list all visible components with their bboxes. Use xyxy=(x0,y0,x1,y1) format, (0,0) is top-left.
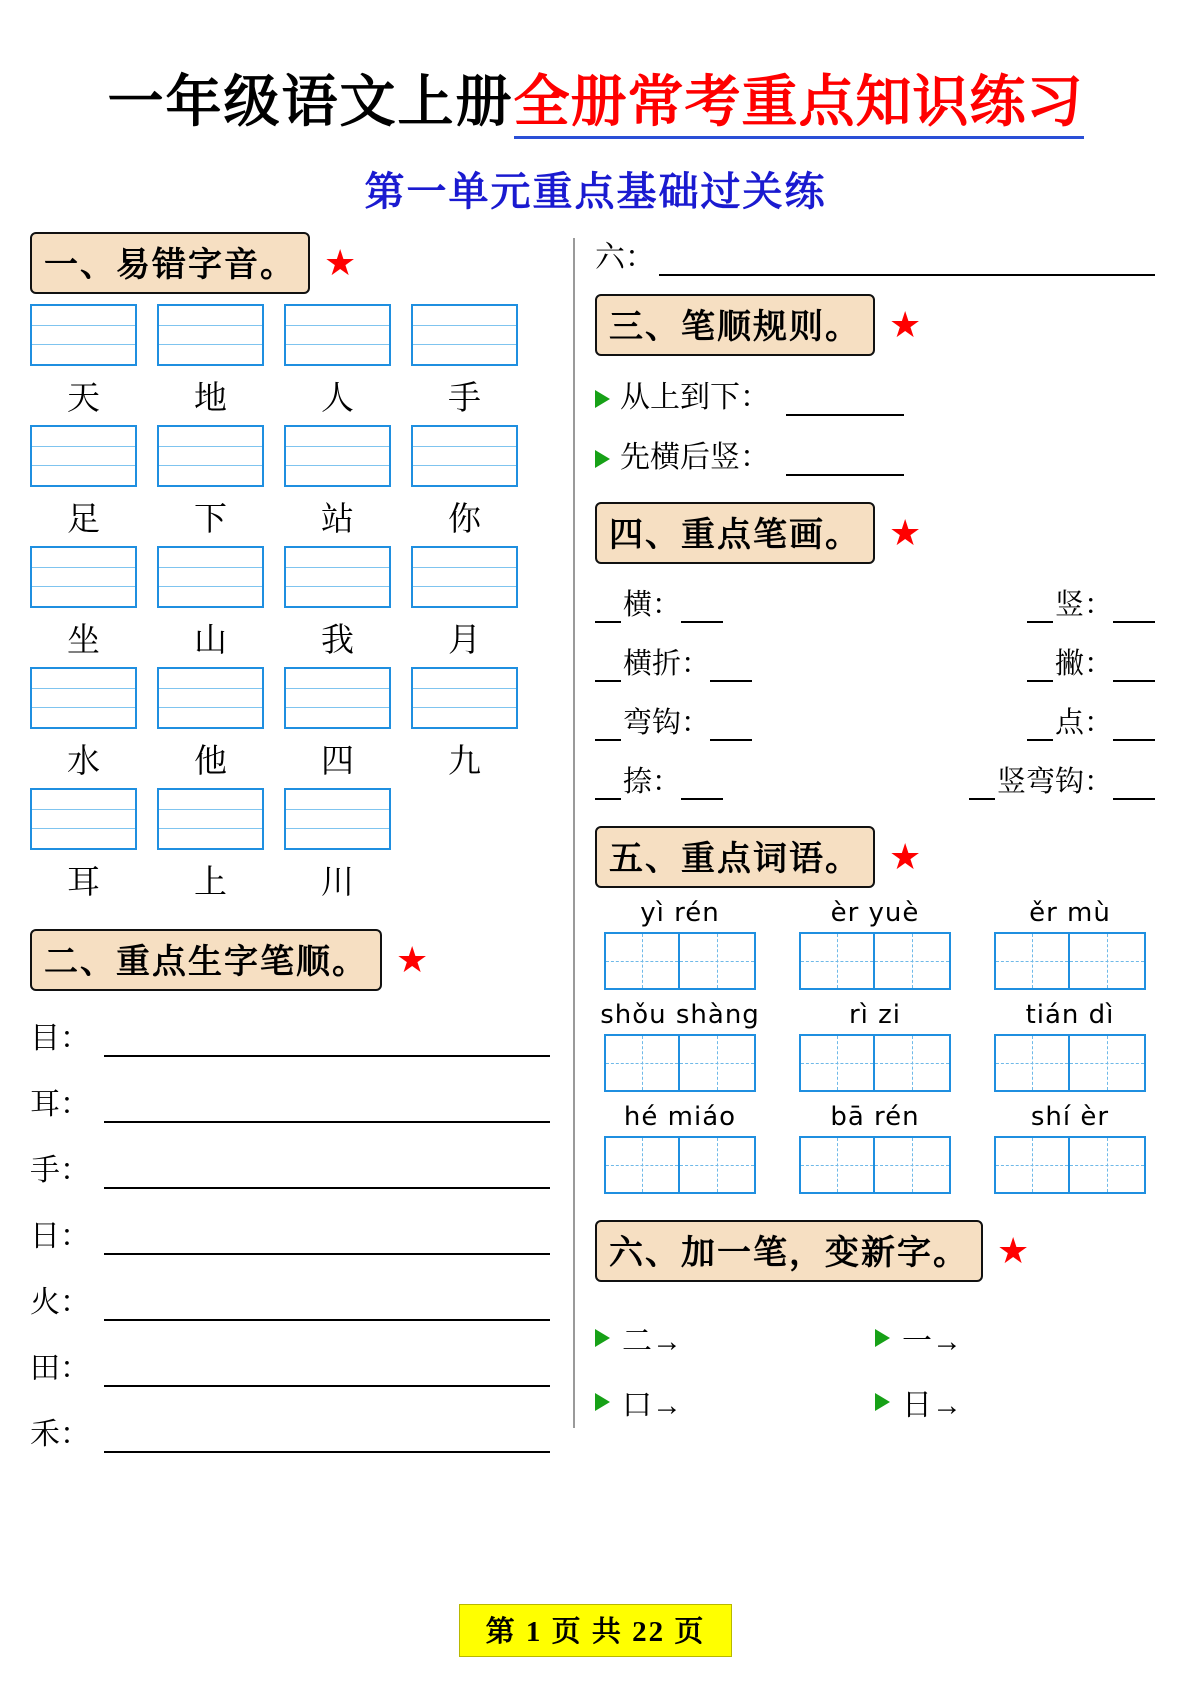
character-cell: 坐 xyxy=(67,623,100,659)
item-label: 二→ xyxy=(622,1325,682,1358)
writing-box[interactable] xyxy=(30,304,137,366)
answer-blank[interactable] xyxy=(681,597,723,623)
tianzige-box[interactable] xyxy=(1070,1034,1146,1092)
pinyin-label: shí èr xyxy=(1030,1102,1110,1132)
answer-blank[interactable] xyxy=(104,1159,550,1189)
pinyin-label: bā rén xyxy=(830,1102,920,1132)
word-row xyxy=(595,1102,1155,1194)
document-title xyxy=(0,58,1191,138)
stroke-label: 竖弯钩： xyxy=(996,766,1113,798)
answer-blank[interactable] xyxy=(710,715,752,741)
answer-blank[interactable] xyxy=(104,1423,550,1453)
tianzige-box[interactable] xyxy=(799,1136,875,1194)
stroke-count-blank[interactable] xyxy=(1027,597,1053,623)
tianzige-pair xyxy=(799,1136,951,1194)
answer-blank[interactable] xyxy=(681,774,723,800)
character-cell: 下 xyxy=(194,502,227,538)
character-row xyxy=(30,614,550,661)
stroke-pair-row xyxy=(595,700,1155,741)
item-label: 禾： xyxy=(30,1418,90,1451)
answer-blank[interactable] xyxy=(1113,774,1155,800)
stroke-item xyxy=(969,759,1155,800)
tianzige-box[interactable] xyxy=(799,932,875,990)
section-3-header xyxy=(595,294,1155,356)
answer-blank[interactable] xyxy=(1113,715,1155,741)
tianzige-box[interactable] xyxy=(604,932,680,990)
right-column xyxy=(595,232,1155,1424)
list-item xyxy=(595,432,1155,476)
word-block xyxy=(595,1000,765,1092)
pinyin-label: èr yuè xyxy=(830,898,920,928)
list-item xyxy=(30,1211,550,1255)
item-label: 日→ xyxy=(902,1389,962,1422)
stroke-label: 横折： xyxy=(623,648,711,680)
word-row xyxy=(595,898,1155,990)
writing-grid-row xyxy=(30,546,550,608)
writing-box[interactable] xyxy=(30,667,137,729)
word-block xyxy=(595,1102,765,1194)
stroke-count-blank[interactable] xyxy=(595,715,621,741)
writing-grid-row xyxy=(30,304,550,366)
stroke-item xyxy=(1027,700,1155,741)
character-cell: 上 xyxy=(194,865,227,901)
list-item xyxy=(595,372,1155,416)
writing-box[interactable] xyxy=(30,425,137,487)
list-item xyxy=(875,1380,1155,1424)
stroke-count-blank[interactable] xyxy=(969,774,995,800)
word-block xyxy=(790,1000,960,1092)
pinyin-label: yì rén xyxy=(640,898,720,928)
item-label: 先横后竖： xyxy=(620,441,770,474)
section-2-list xyxy=(30,1013,550,1453)
stroke-item xyxy=(595,641,752,682)
stroke-pair-row xyxy=(595,759,1155,800)
stroke-label: 点： xyxy=(1054,707,1113,739)
item-label: 火： xyxy=(30,1286,90,1319)
writing-box[interactable] xyxy=(411,425,518,487)
answer-blank[interactable] xyxy=(104,1027,550,1057)
character-cell: 我 xyxy=(321,623,354,659)
writing-box[interactable] xyxy=(284,425,391,487)
writing-box[interactable] xyxy=(157,788,264,850)
writing-grid-row xyxy=(30,667,550,729)
writing-box[interactable] xyxy=(411,667,518,729)
section-6-title: 六、加一笔，变新字。 xyxy=(595,1220,983,1282)
character-cell: 站 xyxy=(321,502,354,538)
character-cell: 足 xyxy=(67,502,100,538)
answer-blank[interactable] xyxy=(786,448,904,476)
section-4-list xyxy=(595,582,1155,800)
section-6-header xyxy=(595,1220,1155,1282)
section-3-list xyxy=(595,372,1155,476)
answer-blank[interactable] xyxy=(710,656,752,682)
tianzige-pair xyxy=(994,1136,1146,1194)
answer-blank[interactable] xyxy=(1113,656,1155,682)
stroke-pair-row xyxy=(595,582,1155,623)
column-divider xyxy=(573,238,575,1428)
section-2-title: 二、重点生字笔顺。 xyxy=(30,929,382,991)
character-cell: 四 xyxy=(321,744,354,780)
writing-box[interactable] xyxy=(157,425,264,487)
tianzige-box[interactable] xyxy=(799,1034,875,1092)
star-icon: ★ xyxy=(396,940,429,980)
stroke-count-blank[interactable] xyxy=(595,774,621,800)
page-number-badge: 第 1 页 共 22 页 xyxy=(459,1604,733,1657)
answer-blank[interactable] xyxy=(104,1291,550,1321)
writing-box[interactable] xyxy=(30,788,137,850)
word-row xyxy=(595,1000,1155,1092)
character-row xyxy=(30,372,550,419)
word-block xyxy=(985,1102,1155,1194)
item-label: 一→ xyxy=(902,1325,962,1358)
tianzige-box[interactable] xyxy=(875,932,951,990)
writing-box[interactable] xyxy=(411,304,518,366)
writing-grid-row xyxy=(30,425,550,487)
section-3-title: 三、笔顺规则。 xyxy=(595,294,875,356)
list-item xyxy=(30,1277,550,1321)
list-item xyxy=(30,1145,550,1189)
writing-box[interactable] xyxy=(30,546,137,608)
title-red-part: 全册常考重点知识练习 xyxy=(514,72,1084,139)
tianzige-box[interactable] xyxy=(1070,932,1146,990)
writing-box[interactable] xyxy=(157,304,264,366)
pinyin-label: hé miáo xyxy=(623,1102,737,1132)
character-cell: 你 xyxy=(448,502,481,538)
tianzige-box[interactable] xyxy=(994,1136,1070,1194)
item-label: 田： xyxy=(30,1352,90,1385)
stroke-count-blank[interactable] xyxy=(1027,656,1053,682)
stroke-label: 竖： xyxy=(1054,589,1113,621)
tianzige-pair xyxy=(604,1034,756,1092)
stroke-label: 弯钩： xyxy=(623,707,711,739)
triangle-bullet-icon xyxy=(595,390,610,408)
section-6-list xyxy=(595,1296,1155,1424)
star-icon: ★ xyxy=(324,243,357,283)
list-item xyxy=(30,1343,550,1387)
tianzige-pair xyxy=(604,932,756,990)
triangle-bullet-icon xyxy=(875,1393,890,1411)
writing-box[interactable] xyxy=(284,304,391,366)
pinyin-label: shǒu shàng xyxy=(600,1000,760,1030)
title-black-part: 一年级语文上册 xyxy=(107,72,514,134)
character-cell: 人 xyxy=(321,381,354,417)
section-1-title: 一、易错字音。 xyxy=(30,232,310,294)
stroke-label: 捺： xyxy=(623,766,682,798)
tianzige-box[interactable] xyxy=(680,1034,756,1092)
stroke-item xyxy=(595,582,723,623)
triangle-bullet-icon xyxy=(595,1329,610,1347)
list-item xyxy=(30,1013,550,1057)
item-label: 六： xyxy=(595,241,655,274)
tianzige-pair xyxy=(799,932,951,990)
carryover-item xyxy=(595,232,1155,276)
list-item xyxy=(595,1380,875,1424)
tianzige-pair xyxy=(799,1034,951,1092)
character-cell: 天 xyxy=(67,381,100,417)
pinyin-label: ěr mù xyxy=(1029,898,1111,928)
word-block xyxy=(595,898,765,990)
stroke-pair-row xyxy=(595,641,1155,682)
tianzige-pair xyxy=(604,1136,756,1194)
page-footer xyxy=(0,1604,1191,1657)
writing-box[interactable] xyxy=(284,667,391,729)
list-item xyxy=(30,1079,550,1123)
character-cell: 川 xyxy=(321,865,354,901)
character-cell: 九 xyxy=(448,744,481,780)
tianzige-box[interactable] xyxy=(604,1034,680,1092)
writing-grid-row xyxy=(30,788,550,850)
section-2-header xyxy=(30,929,550,991)
tianzige-box[interactable] xyxy=(604,1136,680,1194)
character-cell: 他 xyxy=(194,744,227,780)
word-block xyxy=(790,898,960,990)
item-label: 口→ xyxy=(622,1389,682,1422)
tianzige-pair xyxy=(994,1034,1146,1092)
character-cell: 手 xyxy=(448,381,481,417)
list-item xyxy=(595,1316,875,1360)
answer-blank[interactable] xyxy=(104,1357,550,1387)
section-5-header xyxy=(595,826,1155,888)
character-row xyxy=(30,493,550,540)
writing-box[interactable] xyxy=(157,667,264,729)
character-cell: 月 xyxy=(448,623,481,659)
tianzige-box[interactable] xyxy=(1070,1136,1146,1194)
triangle-bullet-icon xyxy=(875,1329,890,1347)
answer-blank[interactable] xyxy=(104,1093,550,1123)
answer-blank[interactable] xyxy=(1113,597,1155,623)
character-cell: 地 xyxy=(194,381,227,417)
tianzige-box[interactable] xyxy=(875,1136,951,1194)
answer-blank[interactable] xyxy=(786,388,904,416)
stroke-label: 横： xyxy=(623,589,682,621)
list-item xyxy=(30,1409,550,1453)
item-label: 手： xyxy=(30,1154,90,1187)
tianzige-box[interactable] xyxy=(680,1136,756,1194)
item-label: 日： xyxy=(30,1220,90,1253)
star-icon: ★ xyxy=(889,305,922,345)
writing-box[interactable] xyxy=(284,788,391,850)
character-cell: 耳 xyxy=(67,865,100,901)
answer-blank[interactable] xyxy=(104,1225,550,1255)
word-block xyxy=(985,1000,1155,1092)
pinyin-label: rì zi xyxy=(848,1000,902,1030)
character-cell: 山 xyxy=(194,623,227,659)
section-4-header xyxy=(595,502,1155,564)
stroke-count-blank[interactable] xyxy=(595,656,621,682)
stroke-item xyxy=(595,700,752,741)
section-4-title: 四、重点笔画。 xyxy=(595,502,875,564)
triangle-bullet-icon xyxy=(595,450,610,468)
star-icon: ★ xyxy=(889,837,922,877)
character-row xyxy=(30,735,550,782)
item-label: 从上到下： xyxy=(620,381,770,414)
section-5-words xyxy=(595,898,1155,1194)
character-cell: 水 xyxy=(67,744,100,780)
stroke-item xyxy=(1027,582,1155,623)
list-item xyxy=(875,1316,1155,1360)
document-subtitle: 第一单元重点基础过关练 xyxy=(364,169,827,214)
star-icon: ★ xyxy=(889,513,922,553)
pinyin-label: tián dì xyxy=(1025,1000,1115,1030)
star-icon: ★ xyxy=(997,1231,1030,1271)
item-label: 目： xyxy=(30,1022,90,1055)
word-block xyxy=(985,898,1155,990)
section-1-header xyxy=(30,232,550,294)
tianzige-box[interactable] xyxy=(994,932,1070,990)
stroke-count-blank[interactable] xyxy=(1027,715,1053,741)
section-5-title: 五、重点词语。 xyxy=(595,826,875,888)
writing-box[interactable] xyxy=(411,546,518,608)
answer-blank[interactable] xyxy=(659,246,1155,276)
left-column xyxy=(30,232,550,1453)
stroke-label: 撇： xyxy=(1054,648,1113,680)
tianzige-box[interactable] xyxy=(994,1034,1070,1092)
stroke-item xyxy=(1027,641,1155,682)
stroke-count-blank[interactable] xyxy=(595,597,621,623)
tianzige-box[interactable] xyxy=(875,1034,951,1092)
writing-box[interactable] xyxy=(284,546,391,608)
stroke-item xyxy=(595,759,723,800)
tianzige-box[interactable] xyxy=(680,932,756,990)
triangle-bullet-icon xyxy=(595,1393,610,1411)
tianzige-pair xyxy=(994,932,1146,990)
character-row xyxy=(30,856,550,903)
writing-box[interactable] xyxy=(157,546,264,608)
item-label: 耳： xyxy=(30,1088,90,1121)
word-block xyxy=(790,1102,960,1194)
